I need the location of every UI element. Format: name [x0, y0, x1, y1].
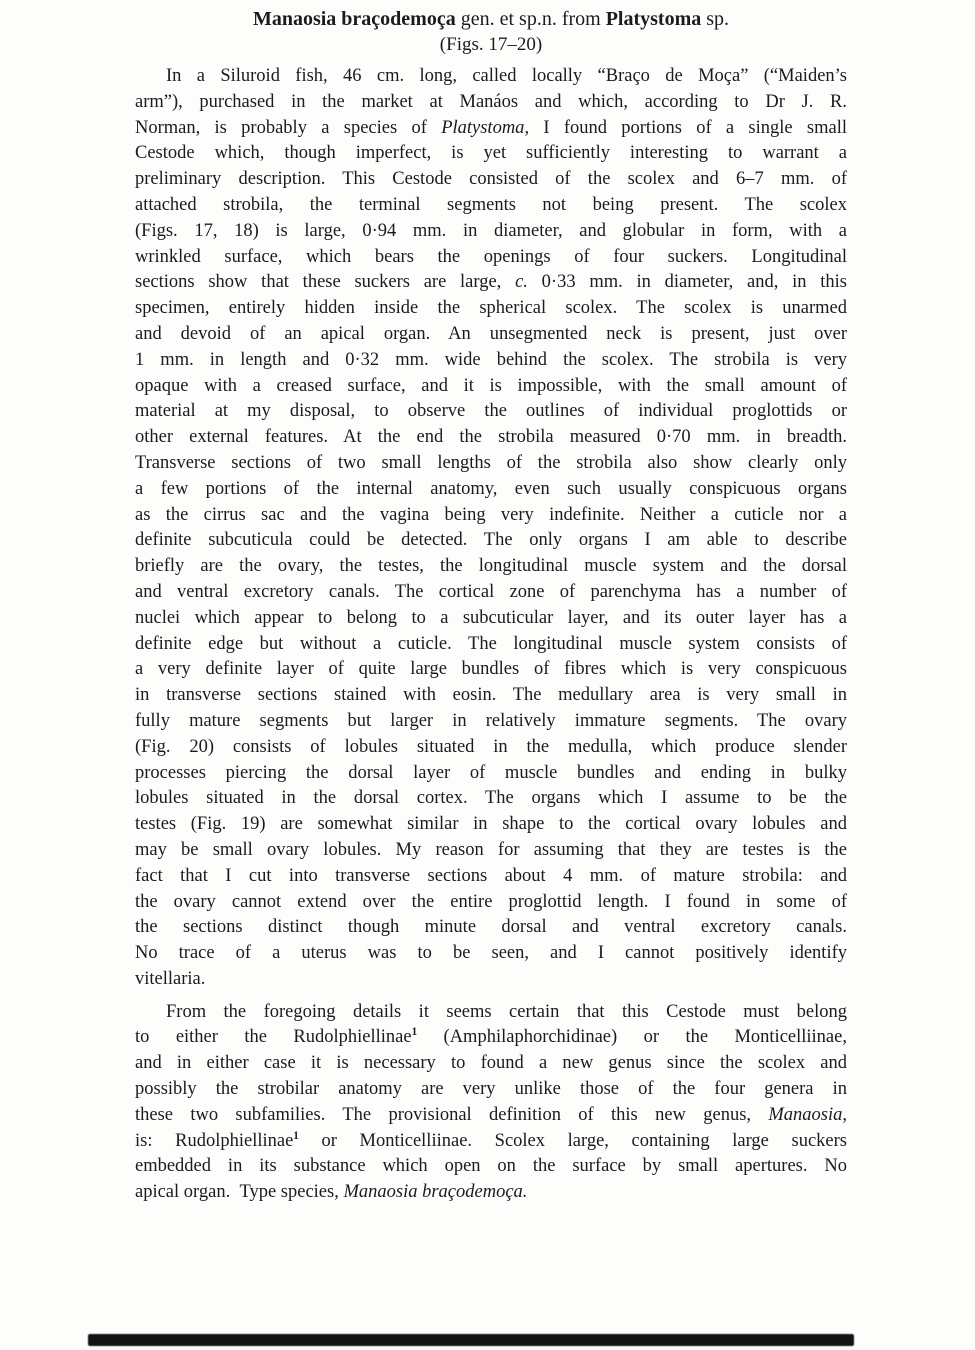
- text-line: a very definite layer of quite large bundles of fibres which is very conspicuous: [135, 659, 847, 680]
- text-line: definite subcuticula could be detected. The only organs I am able to describe: [135, 530, 847, 551]
- text-line: definite edge but without a cuticle. The longitudinal muscle system consists of: [135, 633, 847, 654]
- text-line: the sections distinct though minute dorsal and ventral excretory canals.: [135, 917, 847, 938]
- text-line: these two subfamilies. The provisional definition of this new genus, Manaosia,: [135, 1104, 847, 1125]
- text-line: nuclei which appear to belong to a subcuticular layer, and its outer layer has a: [135, 607, 847, 628]
- text-line: arm”), purchased in the market at Manáos and which, according to Dr J. R.: [135, 91, 847, 112]
- text-line: and in either case it is necessary to found a new genus since the scolex and: [135, 1053, 847, 1074]
- text-line: vitellaria.: [135, 968, 206, 989]
- text-line: material at my disposal, to observe the outlines of individual proglottids or: [135, 401, 847, 422]
- text-line: may be small ovary lobules. My reason for assuming that they are testes is the: [135, 839, 847, 860]
- text-line: specimen, entirely hidden inside the spherical scolex. The scolex is unarmed: [135, 298, 847, 319]
- text-line: Norman, is probably a species of Platystoma, I found portions of a single small: [135, 117, 847, 138]
- text-line: No trace of a uterus was to be seen, and I cannot positively identify: [135, 943, 847, 964]
- text-line: as the cirrus sac and the vagina being very indefinite. Neither a cuticle nor a: [135, 504, 847, 525]
- text-line: in transverse sections stained with eosin. The medullary area is very small in: [135, 685, 847, 706]
- text-line: is: Rudolphiellinae$^1$ or Monticelliinae. Scolex large, containing large suckers: [135, 1129, 848, 1151]
- text-line: testes (Fig. 19) are somewhat similar in shape to the cortical ovary lobules and: [135, 814, 847, 835]
- text-column: [135, 6, 847, 1206]
- text-line: processes piercing the dorsal layer of muscle bundles and ending in bulky: [135, 762, 847, 783]
- text-line: briefly are the ovary, the testes, the longitudinal muscle system and the dorsal: [135, 556, 847, 577]
- text-line: (Figs. 17, 18) is large, 0·94 mm. in diameter, and globular in form, with a: [135, 220, 847, 241]
- text-line: possibly the strobilar anatomy are very unlike those of the four genera in: [135, 1079, 847, 1100]
- text-line: fully mature segments but larger in relatively immature segments. The ovary: [135, 710, 847, 731]
- text-line: and devoid of an apical organ. An unsegmented neck is present, just over: [135, 323, 847, 344]
- scan-artifact-bar: [88, 1334, 854, 1346]
- text-line: sections show that these suckers are large, c. 0·33 mm. in diameter, and, in this: [135, 272, 847, 293]
- text-line: wrinkled surface, which bears the openings of four suckers. Longitudinal: [135, 246, 847, 267]
- figure-reference-subtitle: (Figs. 17–20): [439, 34, 543, 55]
- text-line: From the foregoing details it seems certain that this Cestode must belong: [166, 1001, 847, 1022]
- text-line: and ventral excretory canals. The cortical zone of parenchyma has a number of: [135, 581, 847, 602]
- text-line: attached strobila, the terminal segments not being present. The scolex: [135, 194, 847, 215]
- text-line: to either the Rudolphiellinae$^1$ (Amphilaphorchidinae) or the Monticelliinae,: [135, 1026, 847, 1048]
- page-title: Manaosia braçodemoça gen. et sp.n. from Platystoma sp.: [252, 8, 730, 30]
- text-line: preliminary description. This Cestode consisted of the scolex and 6–7 mm. of: [135, 169, 847, 190]
- paragraph-2: [135, 1000, 847, 1206]
- text-line: (Fig. 20) consists of lobules situated in the medulla, which produce slender: [135, 736, 847, 757]
- text-line: lobules situated in the dorsal cortex. The organs which I assume to be the: [135, 788, 847, 809]
- text-line: apical organ. Type species, Manaosia braçodemoça.: [135, 1182, 528, 1203]
- paragraph-1: [135, 64, 847, 993]
- text-line: 1 mm. in length and 0·32 mm. wide behind the scolex. The strobila is very: [135, 349, 847, 370]
- text-line: a few portions of the internal anatomy, even such usually conspicuous organs: [135, 478, 847, 499]
- text-line: Cestode which, though imperfect, is yet sufficiently interesting to warrant a: [135, 143, 847, 164]
- text-line: other external features. At the end the strobila measured 0·70 mm. in breadth.: [135, 427, 847, 448]
- text-line: fact that I cut into transverse sections about 4 mm. of mature strobila: and: [135, 865, 847, 886]
- text-line: embedded in its substance which open on the surface by small apertures. No: [135, 1156, 847, 1177]
- text-line: the ovary cannot extend over the entire proglottid length. I found in some of: [135, 891, 847, 912]
- text-line: In a Siluroid fish, 46 cm. long, called locally “Braço de Moça” (“Maiden’s: [166, 66, 847, 86]
- article-body: [135, 64, 847, 1206]
- text-line: Transverse sections of two small lengths of the strobila also show clearly only: [135, 452, 847, 473]
- text-line: opaque with a creased surface, and it is impossible, with the small amount of: [135, 375, 847, 396]
